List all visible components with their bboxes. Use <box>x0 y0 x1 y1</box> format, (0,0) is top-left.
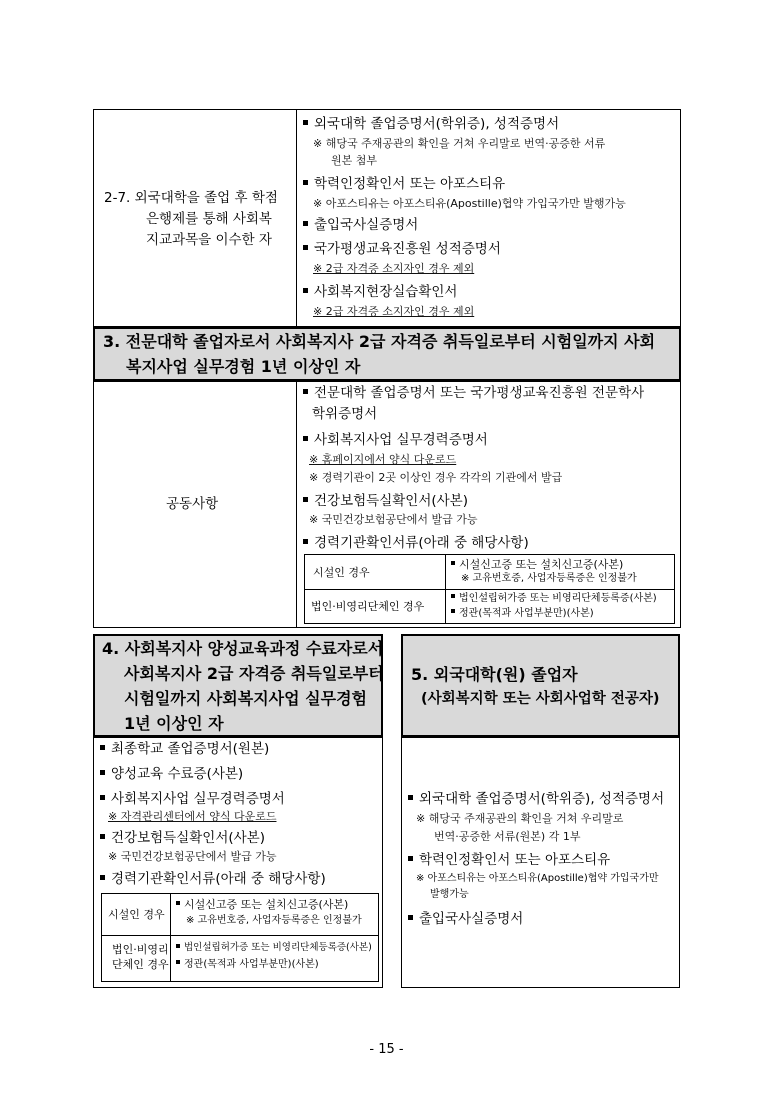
section-3-title-line2: 복지사업 실무경험 1년 이상인 자 <box>126 357 361 376</box>
list-item: 학력인정확인서 또는 아포스티유 <box>408 851 664 869</box>
subtable-r1-b: ※ 고유번호증, 사업자등록증은 인정불가 <box>461 573 637 584</box>
subtable-r2-b: 정관(목적과 사업부분만)(사본) <box>176 958 319 972</box>
list-item-cont: 학위증명서 <box>312 406 378 422</box>
page-number: - 15 - <box>369 1042 404 1057</box>
list-item: 국가평생교육진흥원 성적증명서 <box>303 240 626 258</box>
note-item: ※ 해당국 주재공관의 확인을 거쳐 우리말로 <box>416 812 624 825</box>
note-item: 원본 첨부 <box>331 154 378 167</box>
section-3-left-label: 공동사항 <box>166 496 219 512</box>
section-4-body <box>93 737 383 988</box>
subtable-r1-label: 시설인 경우 <box>313 566 370 579</box>
subtable-hdivider <box>305 589 674 590</box>
list-item: 경력기관확인서류(아래 중 해당사항) <box>303 534 644 552</box>
list-item: 사회복지현장실습확인서 <box>303 283 626 301</box>
list-item: 사회복지사업 실무경력증명서 <box>303 431 644 449</box>
section-3-items <box>303 384 644 552</box>
subtable-r1-b: ※ 고유번호증, 사업자등록증은 인정불가 <box>186 915 362 926</box>
section-3-divider <box>296 382 297 627</box>
section-4-subtable <box>101 893 379 982</box>
bullet-icon <box>100 834 105 839</box>
note-item: ※ 자격관리센터에서 양식 다운로드 <box>108 810 277 823</box>
note-item: ※ 경력기관이 2곳 이상인 경우 각각의 기관에서 발급 <box>309 471 563 484</box>
bullet-icon <box>451 609 455 613</box>
subtable-r2-a: 법인설립허가증 또는 비영리단체등록증(사본) <box>451 592 657 606</box>
section-4-header <box>93 634 383 737</box>
section-4-title-line: 4. 사회복지사 양성교육과정 수료자로서 <box>102 639 384 658</box>
section-3-subtable <box>304 554 675 624</box>
bullet-icon <box>303 288 308 293</box>
bullet-icon <box>408 856 413 861</box>
subtable-r1-a: 시설신고증 또는 설치신고증(사본) <box>451 557 623 572</box>
section-5-header <box>401 634 680 737</box>
bullet-icon <box>451 594 455 598</box>
section-2-7-items <box>303 115 626 320</box>
subtable-r2-b: 정관(목적과 사업부분만)(사본) <box>451 607 594 621</box>
subtable-r2-label: 단체인 경우 <box>112 958 169 971</box>
bullet-icon <box>100 795 105 800</box>
label-line: 지교과목을 이수한 자 <box>146 232 272 248</box>
bullet-icon <box>100 875 105 880</box>
bullet-icon <box>303 221 308 226</box>
list-item: 외국대학 졸업증명서(학위증), 성적증명서 <box>303 115 626 133</box>
section-5-items <box>408 790 664 928</box>
note-item: ※ 홈페이지에서 양식 다운로드 <box>309 453 457 466</box>
bullet-icon <box>176 944 180 948</box>
note-item: 번역‧공증한 서류(원본) 각 1부 <box>434 830 581 843</box>
list-item: 전문대학 졸업증명서 또는 국가평생교육진흥원 전문학사 <box>303 384 644 402</box>
label-line: 은행제를 통해 사회복 <box>146 211 272 227</box>
section-5-body <box>401 737 680 988</box>
note-item: ※ 아포스티유는 아포스티유(Apostille)협약 가입국가만 <box>416 873 659 884</box>
bullet-icon <box>303 497 308 502</box>
bullet-icon <box>408 795 413 800</box>
subtable-r2-label: 법인‧비영리 <box>112 943 169 956</box>
list-item: 출입국사실증명서 <box>408 910 664 928</box>
list-item: 외국대학 졸업증명서(학위증), 성적증명서 <box>408 790 664 808</box>
subtable-r2-label: 법인‧비영리단체인 경우 <box>311 600 425 613</box>
note-item: ※ 국민건강보험공단에서 발급 가능 <box>309 513 478 526</box>
bullet-icon <box>408 915 413 920</box>
note-item: ※ 2급 자격증 소지자인 경우 제외 <box>313 262 475 275</box>
section-3-title-line1: 3. 전문대학 졸업자로서 사회복지사 2급 자격증 취득일로부터 시험일까지 사회 <box>103 332 656 351</box>
bullet-icon <box>303 539 308 544</box>
list-item: 최종학교 졸업증명서(원본) <box>100 740 326 758</box>
list-item: 학력인정확인서 또는 아포스티유 <box>303 175 626 193</box>
list-item: 건강보험득실확인서(사본) <box>303 492 644 510</box>
bullet-icon <box>303 436 308 441</box>
list-item: 출입국사실증명서 <box>303 216 626 234</box>
section-3-header <box>93 327 681 381</box>
bullet-icon <box>451 561 455 565</box>
subtable-r1-label: 시설인 경우 <box>108 908 165 921</box>
list-item: 사회복지사업 실무경력증명서 <box>100 790 326 808</box>
bullet-icon <box>303 180 308 185</box>
section-4-title-line: 시험일까지 사회복지사업 실무경험 <box>124 689 367 708</box>
section-5-title-line1: 5. 외국대학(원) 졸업자 <box>411 665 578 684</box>
bullet-icon <box>176 901 180 905</box>
section-2-7-table <box>93 109 681 327</box>
list-item: 양성교육 수료증(사본) <box>100 765 326 783</box>
subtable-vdivider <box>170 894 171 981</box>
bullet-icon <box>303 245 308 250</box>
subtable-hdivider <box>102 935 378 936</box>
list-item: 경력기관확인서류(아래 중 해당사항) <box>100 870 326 888</box>
section-4-title-line: 1년 이상인 자 <box>124 714 224 733</box>
section-4-title-line: 사회복지사 2급 자격증 취득일로부터 <box>124 664 384 683</box>
subtable-r1-a: 시설신고증 또는 설치신고증(사본) <box>176 897 348 912</box>
note-item: ※ 해당국 주재공관의 확인을 거쳐 우리말로 번역‧공증한 서류 <box>313 137 606 150</box>
bullet-icon <box>100 770 105 775</box>
note-item: ※ 아포스티유는 아포스티유(Apostille)협약 가입국가만 발행가능 <box>313 197 626 210</box>
section-5-title-line2: (사회복지학 또는 사회사업학 전공자) <box>421 691 660 707</box>
note-item: 발행가능 <box>430 889 469 900</box>
list-item: 건강보험득실확인서(사본) <box>100 829 326 847</box>
note-item: ※ 2급 자격증 소지자인 경우 제외 <box>313 305 475 318</box>
section-2-7-label <box>104 189 278 249</box>
section-2-7-divider <box>296 110 297 326</box>
section-4-items <box>100 740 326 888</box>
label-line: 2-7. 외국대학을 졸업 후 학점 <box>104 190 278 206</box>
subtable-r2-a: 법인설립허가증 또는 비영리단체등록증(사본) <box>176 941 372 955</box>
bullet-icon <box>303 389 308 394</box>
section-3-table <box>93 381 681 628</box>
bullet-icon <box>100 745 105 750</box>
bullet-icon <box>176 960 180 964</box>
bullet-icon <box>303 120 308 125</box>
note-item: ※ 국민건강보험공단에서 발급 가능 <box>108 850 277 863</box>
